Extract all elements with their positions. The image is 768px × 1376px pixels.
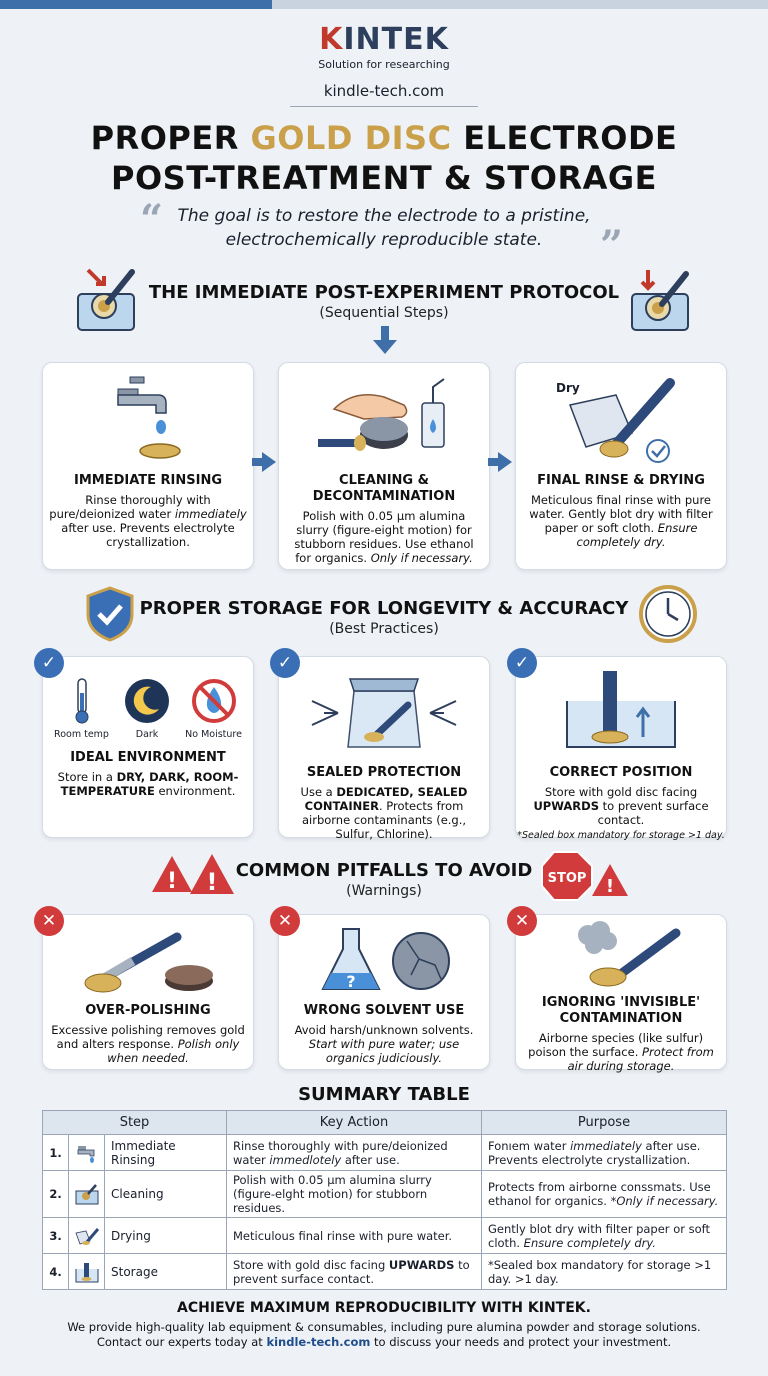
footer-headline: ACHIEVE MAXIMUM REPRODUCIBILITY WITH KINTEK.	[177, 1300, 591, 1316]
flask-crack-icon	[309, 919, 459, 999]
pitfalls-header	[0, 860, 768, 899]
row-step: Storage	[105, 1254, 227, 1290]
sealed-box-icon	[304, 661, 464, 757]
thermometer-icon	[67, 677, 97, 725]
protocol-header	[0, 282, 768, 321]
card-immediate-rinsing	[42, 362, 254, 570]
card-body-em: immediately	[174, 507, 247, 521]
kintek-logo	[0, 24, 768, 56]
purpose-em: *Only if necessary.	[610, 1194, 719, 1208]
storage-header	[0, 598, 768, 637]
card-body-text: Excessive polishing removes gold and alters response.	[51, 1023, 245, 1051]
purpose-text: Protects from airborne conssmats. Use ethanol for organics.	[488, 1180, 711, 1208]
card-body	[43, 1023, 253, 1065]
row-number: 4.	[43, 1254, 69, 1290]
no-moisture-label: No Moisture	[185, 729, 242, 740]
card-body-text: Polish with 0.05 µm alumina slurry (figure-eight motion) for stubborn residues. Use ethanol for organics.	[294, 509, 474, 565]
logo-rest: INTEK	[343, 22, 449, 57]
purpose-text: *Sealed box mandatory for storage >1 day. >1 day.	[488, 1257, 712, 1286]
row-step: Cleaning	[105, 1171, 227, 1218]
right-arrow-icon	[262, 452, 276, 472]
card-invisible-contamination	[515, 914, 727, 1073]
x-badge-icon: ✕	[507, 906, 537, 936]
row-action	[227, 1218, 482, 1254]
svg-text:!: !	[605, 876, 615, 897]
right-arrow-icon	[498, 452, 512, 472]
dark-label: Dark	[135, 729, 159, 740]
logo-k: K	[319, 22, 344, 57]
airborne-contamination-icon	[546, 917, 696, 991]
card-body	[516, 785, 726, 827]
card-body-text: Rinse thoroughly with pure/deionized water	[49, 493, 211, 521]
title-line2: POST-TREATMENT & STORAGE	[111, 159, 657, 197]
row-step: Drying	[105, 1218, 227, 1254]
faucet-icon	[88, 369, 208, 469]
drying-cloth-icon	[546, 369, 696, 469]
svg-text:!: !	[206, 868, 218, 896]
check-badge-icon: ✓	[507, 648, 537, 678]
action-text: Rinse thoroughly with pure/deionized water	[233, 1138, 448, 1167]
no-moisture-item	[185, 677, 242, 740]
table-row	[43, 1171, 727, 1218]
pitfalls-heading: COMMON PITFALLS TO AVOID	[235, 860, 533, 881]
card-cleaning	[278, 362, 490, 570]
no-moisture-icon	[190, 677, 238, 725]
upright-electrode-icon	[551, 661, 691, 757]
card-body-text: Store in a	[57, 770, 117, 784]
card-body	[43, 493, 253, 549]
purpose-text2: after use. Prevents electrolyte crystallization.	[488, 1138, 701, 1167]
card-body	[516, 493, 726, 549]
card-correct-position	[515, 656, 727, 841]
check-badge-icon: ✓	[270, 648, 300, 678]
svg-text:!: !	[166, 869, 178, 894]
storage-heading: PROPER STORAGE FOR LONGEVITY & ACCURACY	[139, 598, 629, 619]
card-title: CORRECT POSITION	[549, 765, 693, 780]
domain-divider	[290, 106, 478, 107]
summary-title: SUMMARY TABLE	[298, 1084, 470, 1105]
card-body-text: Use a	[300, 785, 337, 799]
card-ideal-environment	[42, 656, 254, 838]
card-body-strong: DEDICATED, SEALED CONTAINER	[304, 785, 468, 813]
card-body	[516, 1031, 726, 1073]
dark-item	[123, 677, 171, 740]
over-polishing-icon	[73, 919, 223, 999]
card-body-text: Airborne species (like sulfur) poison the surface.	[528, 1031, 704, 1059]
row-number: 1.	[43, 1135, 69, 1171]
purpose-text: Gently blot dry with filter paper or soft cloth.	[488, 1221, 710, 1250]
card-note: *Sealed box mandatory for storage >1 day.	[517, 830, 725, 841]
header-step: Step	[43, 1111, 227, 1135]
brand-header	[0, 24, 768, 71]
x-badge-icon: ✕	[270, 906, 300, 936]
brand-tagline: Solution for researching	[318, 58, 450, 71]
card-body	[279, 785, 489, 841]
summary-header-row	[43, 1111, 727, 1135]
card-body	[279, 1023, 489, 1065]
action-text: Store with gold disc facing	[233, 1257, 389, 1272]
card-body-em: Polish only when needed.	[107, 1037, 240, 1065]
table-row	[43, 1254, 727, 1290]
action-text2: after use.	[341, 1152, 400, 1167]
card-body-em: Protect from air during storage.	[567, 1045, 714, 1073]
row-action	[227, 1171, 482, 1218]
purpose-em: Ensure completely dry.	[523, 1235, 656, 1250]
goal-quote: The goal is to restore the electrode to a pristine, electrochemically reproducible state.	[177, 206, 591, 250]
close-quote-icon: ”	[600, 222, 624, 269]
check-badge-icon: ✓	[34, 648, 64, 678]
action-text2: to prevent surface contact.	[233, 1257, 470, 1286]
card-body-text: Meticulous final rinse with pure water. Gently blot dry with filter paper or soft cloth.	[529, 493, 713, 535]
faucet-icon	[69, 1135, 105, 1171]
beaker-icon	[69, 1171, 105, 1218]
card-title: IGNORING 'INVISIBLE' CONTAMINATION	[541, 995, 701, 1026]
card-title: OVER-POLISHING	[85, 1003, 211, 1018]
row-purpose	[482, 1135, 727, 1171]
storage-icon	[69, 1254, 105, 1290]
top-progress-bar	[0, 0, 768, 9]
room-temp-item	[54, 677, 109, 740]
card-body-text2: to prevent surface contact.	[597, 799, 709, 827]
footer-line2	[0, 1335, 768, 1350]
card-body-strong: DRY, DARK, ROOM-TEMPERATURE	[60, 770, 239, 798]
footer-link[interactable]: kindle-tech.com	[266, 1335, 371, 1349]
table-row	[43, 1135, 727, 1171]
drying-icon	[69, 1218, 105, 1254]
summary-table	[42, 1110, 727, 1290]
pitfalls-sub: (Warnings)	[346, 883, 422, 899]
card-body-text2: environment.	[154, 784, 236, 798]
moon-icon	[123, 677, 171, 725]
card-body	[279, 509, 489, 565]
card-final-rinse	[515, 362, 727, 570]
row-purpose	[482, 1218, 727, 1254]
title-part-b: ELECTRODE	[451, 119, 678, 157]
card-body-text2: . Protects from airborne contaminants (e.g., Sulfur, Chlorine).	[301, 799, 467, 841]
row-step: Immediate Rinsing	[105, 1135, 227, 1171]
card-title: WRONG SOLVENT USE	[303, 1003, 465, 1018]
footer-text	[0, 1320, 768, 1350]
card-body-em: Only if necessary.	[370, 551, 473, 565]
action-text: Polish with 0.05 µm alumina slurry (figure-elght motion) for stubborn residues.	[233, 1173, 432, 1215]
card-title: SEALED PROTECTION	[306, 765, 462, 780]
protocol-sub: (Sequential Steps)	[319, 305, 449, 321]
purpose-text: Fonıem water	[488, 1138, 571, 1153]
open-quote-icon: “	[140, 196, 164, 243]
card-body-text2: after use. Prevents electrolyte crystallization.	[61, 521, 235, 549]
card-body-em: Start with pure water; use organics judiciously.	[308, 1037, 460, 1065]
card-over-polishing	[42, 914, 254, 1070]
card-title: CLEANING & DECONTAMINATION	[312, 473, 456, 504]
row-action	[227, 1254, 482, 1290]
brand-domain[interactable]: kindle-tech.com	[323, 82, 445, 100]
stop-sign-icon	[540, 850, 630, 902]
header-key-action: Key Action	[227, 1111, 482, 1135]
dry-label: Dry	[556, 381, 580, 395]
row-purpose	[482, 1254, 727, 1290]
purpose-em: immediately	[570, 1138, 642, 1153]
card-body-text: Store with gold disc facing	[544, 785, 698, 799]
stop-label: STOP	[547, 871, 587, 886]
polishing-hand-icon	[314, 369, 454, 469]
down-arrow-icon	[372, 326, 398, 356]
storage-sub: (Best Practices)	[329, 621, 439, 637]
protocol-heading: THE IMMEDIATE POST-EXPERIMENT PROTOCOL	[148, 282, 620, 303]
environment-icons	[43, 677, 253, 740]
row-action	[227, 1135, 482, 1171]
page-title	[0, 118, 768, 198]
top-progress-fill	[0, 0, 272, 9]
row-number: 3.	[43, 1218, 69, 1254]
card-body-strong: UPWARDS	[533, 799, 599, 813]
title-part-a: PROPER	[90, 119, 251, 157]
card-wrong-solvent	[278, 914, 490, 1070]
header-purpose: Purpose	[482, 1111, 727, 1135]
footer-line2-a: Contact our experts today at	[96, 1335, 267, 1349]
title-gold: GOLD DISC	[250, 119, 452, 157]
action-text: Meticulous final rinse with pure water.	[233, 1228, 453, 1243]
row-number: 2.	[43, 1171, 69, 1218]
action-em: immedlotely	[269, 1152, 342, 1167]
card-body-em: Ensure completely dry.	[576, 521, 698, 549]
card-sealed-protection	[278, 656, 490, 841]
card-title: FINAL RINSE & DRYING	[537, 473, 705, 488]
card-body-text: Avoid harsh/unknown solvents.	[294, 1023, 474, 1037]
row-purpose	[482, 1171, 727, 1218]
svg-text:?: ?	[346, 972, 356, 991]
footer-line2-b: to discuss your needs and protect your investment.	[370, 1335, 672, 1349]
card-title: IMMEDIATE RINSING	[73, 473, 223, 488]
footer-line1: We provide high-quality lab equipment & consumables, including pure alumina powder and storage solutions.	[67, 1320, 701, 1334]
action-strong: UPWARDS	[388, 1257, 455, 1272]
card-title: IDEAL ENVIRONMENT	[70, 750, 226, 765]
footer	[0, 1300, 768, 1350]
x-badge-icon: ✕	[34, 906, 64, 936]
table-row	[43, 1218, 727, 1254]
room-temp-label: Room temp	[54, 729, 109, 740]
card-body	[43, 770, 253, 798]
